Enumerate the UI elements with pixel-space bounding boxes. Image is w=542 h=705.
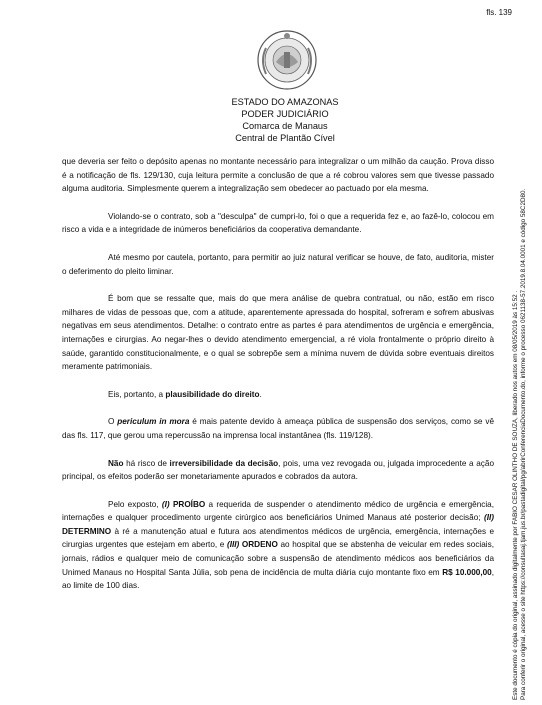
paragraph-8 xyxy=(62,498,494,593)
paragraph-1: que deveria ser feito o depósito apenas no montante necessário para integralizar o um milhão da caução. Prova disso é a notificação de fls. 129/130, cuja leitura permite a conclusão de que a ré cobrou valores sem que tivesse passado alguma auditoria. Simplesmente querem a integralização sem obedecer ao pactuado por ela mesma. xyxy=(62,157,494,194)
text: , ao limite de 100 dias. xyxy=(62,567,494,591)
bold-text: Não xyxy=(108,458,124,468)
text: O xyxy=(108,417,118,427)
paragraph-4: É bom que se ressalte que, mais do que mera análise de quebra contratual, ou não, estão em risco milhares de vidas de pessoas que, com a atitude, aparentemente apressada do hospital, sofreram e sofrem abusivas negativas em seus atendimentos. Detalhe: o contrato entre as partes é para atendimentos de urgência e emergência, internações e cirurgias. Ao negar-lhes o devido atendimento emergencial, a ré viola frontalmente o próprio direito à saúde, garantido constitucionalmente, e o qual se sobrepõe sem a mínima nuvem de dúvida sobre eventuais direitos meramente patrimoniais. xyxy=(62,294,494,372)
document-body xyxy=(62,155,494,607)
header-district: Comarca de Manaus xyxy=(242,121,328,131)
bold-italic-text: (II) xyxy=(483,513,494,523)
bold-text: PROÍBO xyxy=(169,499,206,509)
header-state: ESTADO DO AMAZONAS xyxy=(231,97,339,107)
page-number: fls. 139 xyxy=(486,8,512,17)
text: a requerida de suspender o atendimento médico de urgência e emergência, internações e qualquer procedimento urgente cirúrgico aos beneficiários Unimed Manaus até posterior decisão; xyxy=(62,499,495,523)
text: Eis, portanto, a xyxy=(108,389,166,399)
bold-italic-text: (I) xyxy=(161,499,170,509)
paragraph-3: Até mesmo por cautela, portanto, para permitir ao juiz natural verificar se houve, de fato, auditoria, mister o deferimento do pleito liminar. xyxy=(62,252,494,276)
paragraph-6 xyxy=(62,415,494,442)
bold-text: R$ 10.000,00 xyxy=(442,567,492,577)
text: , pois, uma vez revogada ou, julgada improcedente a ação principal, os efeitos poderão ser monetariamente apurados e cobrados da autora. xyxy=(62,458,494,482)
paragraph-2: Violando-se o contrato, sob a "desculpa" de cumpri-lo, foi o que a requerida fez e, ao fazê-lo, colocou em risco a vida e a integridade de inúmeros beneficiários da cooperativa demandante. xyxy=(62,211,494,235)
text: ao hospital que se abstenha de veicular em redes sociais, jornais, rádios e qualquer meio de comunicação sobre a suspensão de atendimento médicos aos beneficiários da Unimed Manaus no Hospital Santa Júlia, sob pena de incidência de multa diária cujo montante fixo em xyxy=(62,540,494,577)
text: é mais patente devido à ameaça pública de suspensão dos serviços, como se vê das fls. 117, que gerou uma repercussão na imprensa local instantânea (fls. 119/128). xyxy=(62,417,494,440)
bold-text: plausibilidade do direito xyxy=(165,389,260,399)
text: à ré a manutenção atual e futura aos atendimentos médicos de urgência, emergência, internações e cirurgias urgentes que estejam em aberto, e xyxy=(62,526,494,550)
bold-text: ORDENO xyxy=(239,540,278,550)
bold-italic-text: (III) xyxy=(226,540,240,550)
digital-signature-sidebar xyxy=(512,10,529,700)
paragraph-5 xyxy=(62,388,494,402)
text: há risco de xyxy=(123,458,170,468)
document-header xyxy=(140,96,430,144)
text: . xyxy=(259,389,262,399)
verification-line: Para conferir o original, acesse o site https://consultasaj.tjam.jus.br/pastadigital/pg/abrirConferenciaDocumento.do, informe o processo 0621138-57.2019.8.04.0001 e código 58C2D80. xyxy=(520,188,528,700)
bold-italic-text: periculum in mora xyxy=(117,417,190,427)
coat-of-arms-seal xyxy=(256,28,318,92)
bold-text: DETERMINO xyxy=(62,526,112,536)
header-judiciary: PODER JUDICIÁRIO xyxy=(241,109,329,119)
signature-line: Este documento é cópia do original, assinado digitalmente por FABIO CESAR OLINTHO DE SOUZA, liberado nos autos em 08/05/2019 às 15:52 . xyxy=(512,290,519,700)
paragraph-7 xyxy=(62,457,494,484)
header-court: Central de Plantão Cível xyxy=(235,133,335,143)
text: Pelo exposto, xyxy=(108,499,162,509)
bold-text: irreversibilidade da decisão xyxy=(169,458,279,468)
